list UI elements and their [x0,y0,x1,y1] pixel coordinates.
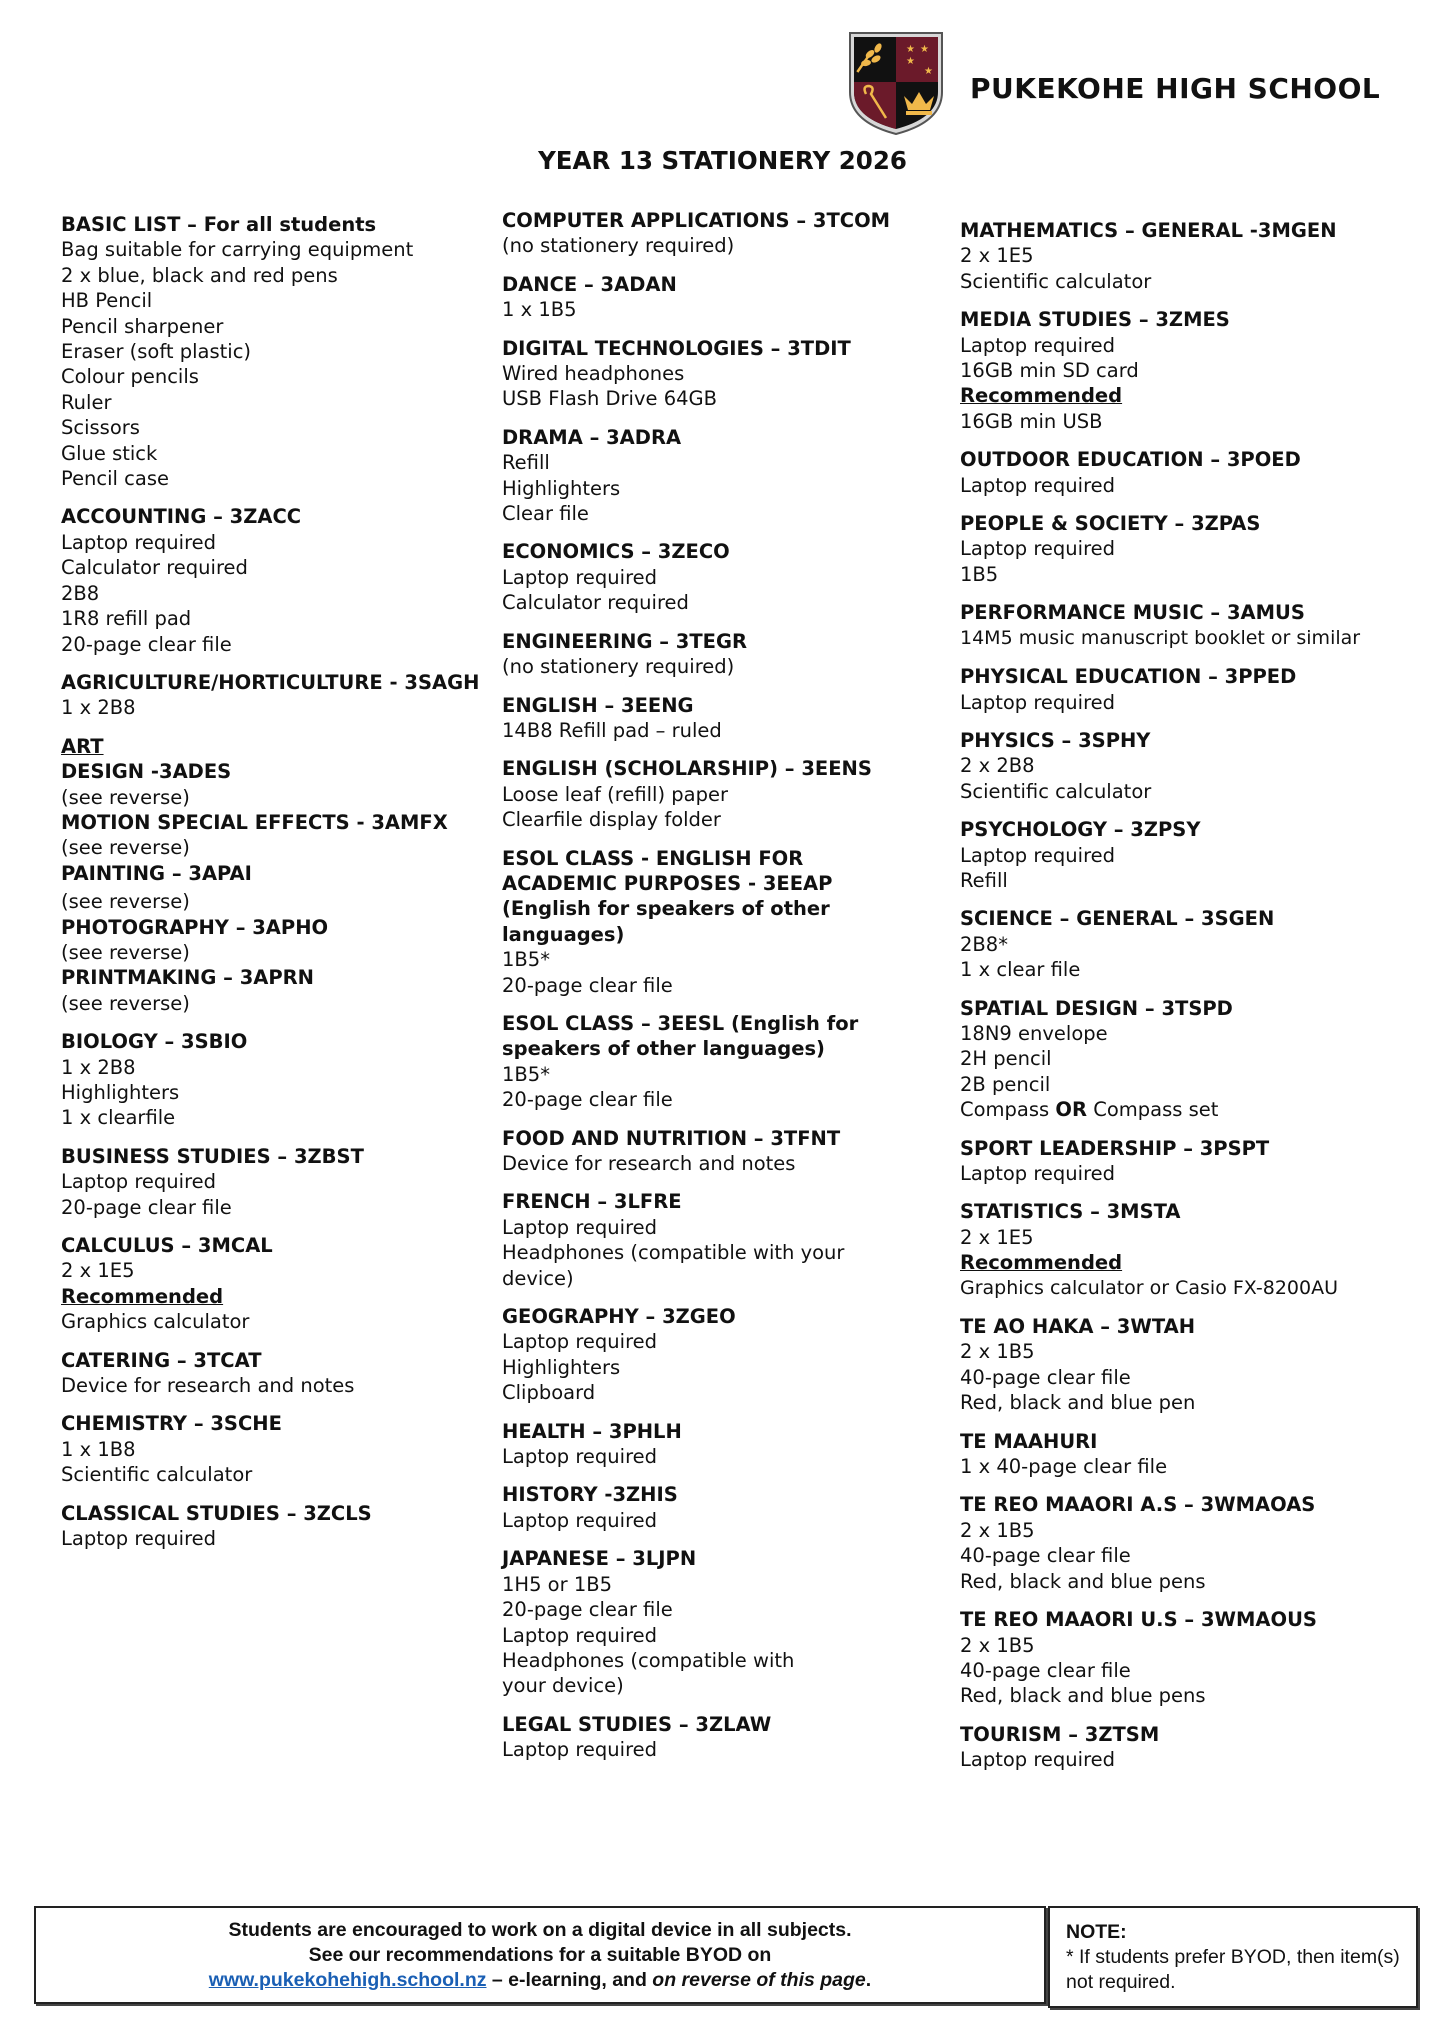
section-geography [502,1304,942,1406]
note-title: NOTE: [1066,1921,1127,1943]
list-item: 20-page clear file [502,973,673,997]
list-item: Loose leaf (refill) paper [502,782,729,806]
section-chemistry [61,1411,481,1487]
list-item: 2 x 1E5 [960,244,1034,268]
school-crest-icon [846,30,946,136]
section-drama [502,425,942,527]
section-classical-studies [61,1501,481,1552]
subject-column-3 [960,218,1430,1786]
list-item: Laptop required [960,690,1116,714]
list-item: Device for research and notes [61,1374,355,1398]
section-spatial-design [960,996,1430,1123]
list-item: 1 x 1B8 [61,1437,136,1461]
list-item: 2 x 1E5 [61,1259,135,1283]
list-item: HB Pencil [61,289,153,313]
section-title: PHOTOGRAPHY – 3APHO [61,915,329,939]
byod-line-3-italic: on reverse of this page [652,1969,866,1991]
list-item: 1 x 2B8 [61,696,136,720]
list-item: Laptop required [960,1748,1116,1772]
section-title: PRINTMAKING – 3APRN [61,966,314,990]
section-title: OUTDOOR EDUCATION – 3POED [960,448,1301,472]
section-title: STATISTICS – 3MSTA [960,1200,1181,1224]
section-title: ACCOUNTING – 3ZACC [61,505,302,529]
section-title: BASIC LIST – For all students [61,213,377,236]
section-title: ESOL CLASS - ENGLISH FOR ACADEMIC PURPOSES - 3EEAP (English for speakers of other languages) [502,846,833,946]
section-title: DRAMA – 3ADRA [502,425,682,449]
list-item: 40-page clear file [960,1658,1131,1682]
section-statistics [960,1199,1430,1301]
list-item: Refill [502,451,550,475]
svg-text:★: ★ [924,66,933,77]
section-physical-education [960,664,1430,715]
byod-line-1: Students are encouraged to work on a digital device in all subjects. [228,1919,852,1941]
list-item: Laptop required [502,1508,658,1532]
list-item: Device for research and notes [502,1152,796,1175]
section-title: COMPUTER APPLICATIONS – 3TCOM [502,209,891,232]
section-title: ART [61,734,104,758]
list-item: (no stationery required) [502,234,735,258]
list-item: 2B8 [61,581,100,605]
list-item: 16GB min USB [960,409,1103,433]
section-health [502,1419,942,1470]
note-box [1048,1906,1418,2008]
section-tourism [960,1722,1430,1773]
byod-line-3-text: – e-learning, and [486,1969,653,1991]
section-title: BUSINESS STUDIES – 3ZBST [61,1144,364,1168]
list-item: (see reverse) [61,890,190,914]
section-economics [502,539,942,615]
section-title: CHEMISTRY – 3SCHE [61,1412,282,1436]
section-title: DESIGN -3ADES [61,760,232,784]
list-item: Clipboard [502,1381,596,1405]
list-item: Scientific calculator [61,1463,253,1487]
section-title: PHYSICAL EDUCATION – 3PPED [960,665,1297,689]
svg-text:★: ★ [906,56,915,67]
section-title: CATERING – 3TCAT [61,1348,262,1372]
list-item: (see reverse) [61,836,190,860]
section-title: CLASSICAL STUDIES – 3ZCLS [61,1501,372,1525]
list-item: 1B5 [960,562,999,586]
list-item: Red, black and blue pens [960,1569,1206,1593]
subject-column-1 [61,212,481,1565]
section-title: ENGLISH – 3EENG [502,693,694,717]
section-title: LEGAL STUDIES – 3ZLAW [502,1712,772,1736]
list-item: Wired headphones [502,362,685,386]
list-item: 1 x clear file [960,958,1081,982]
list-item: Laptop required [960,843,1116,867]
svg-text:★: ★ [906,44,915,55]
list-item: Highlighters [61,1081,180,1104]
section-people-society [960,511,1430,587]
list-item: Laptop required [61,1527,217,1551]
section-title: AGRICULTURE/HORTICULTURE - 3SAGH [61,670,480,694]
list-item: 2B8* [960,932,1008,956]
list-item: Glue stick [61,441,158,465]
list-item: Laptop required [960,537,1116,561]
section-photography [61,915,481,966]
section-te-maahuri [960,1429,1430,1480]
list-item: 1R8 refill pad [61,607,192,631]
list-item: Colour pencils [61,365,199,389]
list-item: 20-page clear file [502,1598,673,1622]
list-item: Refill [960,868,1008,892]
byod-line-3 [36,1968,1044,1993]
section-title: TE AO HAKA – 3WTAH [960,1315,1196,1339]
list-item: 20-page clear file [61,1195,232,1219]
list-item: Red, black and blue pen [960,1391,1196,1415]
section-title: MOTION SPECIAL EFFECTS - 3AMFX [61,810,448,834]
section-painting [61,861,481,915]
list-item: 2B pencil [960,1072,1051,1096]
section-media-studies [960,307,1430,434]
list-item: Laptop required [960,473,1116,497]
list-item: Calculator required [502,591,689,615]
section-title: HISTORY -3ZHIS [502,1483,678,1507]
byod-info-box [34,1906,1046,2004]
section-title: FRENCH – 3LFRE [502,1190,682,1214]
list-item: 20-page clear file [61,632,232,656]
byod-line-2: See our recommendations for a suitable BYOD on [308,1944,772,1966]
section-title: TE MAAHURI [960,1429,1098,1453]
list-item: Clearfile display folder [502,808,721,832]
list-item: Ruler [61,390,112,414]
list-item: 18N9 envelope [960,1021,1108,1045]
section-accounting [61,504,481,656]
list-item: Laptop required [502,1330,658,1354]
section-catering [61,1348,481,1399]
section-agriculture [61,670,481,721]
recommended-label: Recommended [960,384,1123,408]
section-te-reo-maaori-as [960,1492,1430,1594]
list-item: Laptop required [960,333,1116,357]
subject-column-2 [502,208,942,1776]
list-item: Bag suitable for carrying equipment [61,238,414,262]
section-title: ENGINEERING – 3TEGR [502,629,747,653]
section-title: TE REO MAAORI A.S – 3WMAOAS [960,1493,1316,1517]
section-title: SCIENCE – GENERAL – 3SGEN [960,907,1275,931]
list-item: 20-page clear file [502,1088,673,1112]
section-title: ECONOMICS – 3ZECO [502,540,730,564]
list-item: 1 x 40-page clear file [960,1455,1168,1479]
section-french [502,1189,942,1291]
list-item: 1B5* [502,1062,550,1086]
section-title: ENGLISH (SCHOLARSHIP) – 3EENS [502,757,872,781]
list-item: 2 x 1B5 [960,1518,1035,1542]
list-item: Laptop required [502,1215,658,1239]
list-item: Clear file [502,502,589,526]
list-item: Scientific calculator [960,779,1152,803]
list-item [960,1097,1430,1122]
list-item: Red, black and blue pens [960,1684,1206,1708]
section-history [502,1482,942,1533]
section-dance [502,272,942,323]
section-physics [960,728,1430,804]
list-item: 1 x 2B8 [61,1055,136,1079]
section-title: PSYCHOLOGY – 3ZPSY [960,818,1201,842]
note-text: * If students prefer BYOD, then item(s) not required. [1066,1946,1400,1993]
section-performance-music [960,600,1430,651]
list-item: Laptop required [502,1738,658,1762]
section-title: ESOL CLASS – 3EESL (English for speakers of other languages) [502,1011,859,1061]
section-digital-technologies [502,336,942,412]
section-business-studies [61,1144,481,1220]
section-design [61,759,481,810]
list-item: Laptop required [502,1623,658,1647]
section-title: TE REO MAAORI U.S – 3WMAOUS [960,1608,1317,1632]
section-title: MEDIA STUDIES – 3ZMES [960,308,1230,332]
list-item: Laptop required [61,1170,217,1194]
section-title: DANCE – 3ADAN [502,272,677,296]
section-title: CALCULUS – 3MCAL [61,1234,273,1258]
list-item: 1H5 or 1B5 [502,1572,613,1596]
list-item: Laptop required [502,565,658,589]
list-item: (see reverse) [61,785,190,809]
list-item: 40-page clear file [960,1544,1131,1568]
list-item: Laptop required [502,1445,658,1469]
recommended-label: Recommended [61,1284,224,1308]
section-legal-studies [502,1712,942,1763]
section-art [61,734,481,759]
list-item: 2 x 1B5 [960,1633,1035,1657]
section-printmaking [61,965,481,1016]
section-title: PAINTING – 3APAI [61,861,252,885]
section-psychology [960,817,1430,893]
school-website-link[interactable]: www.pukekohehigh.school.nz [208,1969,487,1991]
section-title: GEOGRAPHY – 3ZGEO [502,1305,736,1329]
list-item: Graphics calculator [61,1310,250,1334]
list-item: Highlighters [502,476,621,500]
section-mathematics-general [960,218,1430,294]
list-item: 2 x blue, black and red pens [61,263,338,287]
section-te-reo-maaori-us [960,1607,1430,1709]
section-food-and-nutrition [502,1126,942,1177]
compass-set-option: Compass set [1093,1098,1219,1122]
or-label: OR [1055,1098,1087,1122]
list-item: Eraser (soft plastic) [61,340,252,364]
list-item: Headphones (compatible with your device) [502,1648,795,1698]
section-science-general [960,906,1430,982]
list-item: 2 x 1E5 [960,1225,1034,1249]
section-title: HEALTH – 3PHLH [502,1419,682,1443]
section-sport-leadership [960,1136,1430,1187]
section-title: FOOD AND NUTRITION – 3TFNT [502,1126,841,1150]
section-biology [61,1029,481,1131]
list-item: 14M5 music manuscript booklet or similar [960,626,1361,649]
section-english-scholarship [502,756,942,832]
section-title: SPATIAL DESIGN – 3TSPD [960,996,1233,1020]
list-item: 40-page clear file [960,1365,1131,1389]
section-esol-eap [502,846,942,998]
section-calculus [61,1233,481,1335]
list-item: 1B5* [502,948,550,972]
section-japanese [502,1546,942,1698]
list-item: Scissors [61,416,140,440]
svg-text:★: ★ [920,44,929,55]
list-item: 16GB min SD card [960,359,1139,383]
list-item: (see reverse) [61,940,190,964]
list-item: Pencil case [61,467,170,491]
section-computer-applications [502,208,942,259]
byod-line-3-end: . [865,1969,872,1991]
section-title: PHYSICS – 3SPHY [960,728,1151,752]
list-item: Graphics calculator or Casio FX-8200AU [960,1276,1338,1299]
section-title: PERFORMANCE MUSIC – 3AMUS [960,601,1305,625]
list-item: 1 x clearfile [61,1106,176,1130]
section-te-ao-haka [960,1314,1430,1416]
list-item: Calculator required [61,556,248,580]
section-esol-esl [502,1011,942,1113]
recommended-label: Recommended [960,1251,1123,1275]
list-item: 1 x 1B5 [502,298,577,322]
section-outdoor-education [960,447,1430,498]
list-item: 2 x 1B5 [960,1340,1035,1364]
section-title: TOURISM – 3ZTSM [960,1722,1160,1746]
list-item: 14B8 Refill pad – ruled [502,718,722,742]
list-item: Pencil sharpener [61,314,224,338]
list-item: 2H pencil [960,1047,1052,1071]
school-name: PUKEKOHE HIGH SCHOOL [970,72,1381,105]
list-item: Laptop required [61,530,217,554]
list-item: Laptop required [960,1162,1116,1185]
compass-option: Compass [960,1098,1050,1122]
list-item: USB Flash Drive 64GB [502,387,718,411]
section-basic-list [61,212,481,491]
section-engineering [502,629,942,680]
page-title: YEAR 13 STATIONERY 2026 [538,146,907,175]
section-title: SPORT LEADERSHIP – 3PSPT [960,1136,1270,1160]
section-english [502,693,942,744]
section-title: MATHEMATICS – GENERAL -3MGEN [960,219,1337,242]
section-motion-special-effects [61,810,481,861]
list-item: Highlighters [502,1355,621,1379]
page-header [846,30,1406,140]
list-item: (no stationery required) [502,655,735,679]
section-title: DIGITAL TECHNOLOGIES – 3TDIT [502,336,851,360]
list-item: (see reverse) [61,991,190,1015]
section-title: PEOPLE & SOCIETY – 3ZPAS [960,512,1261,536]
section-title: BIOLOGY – 3SBIO [61,1030,248,1054]
section-title: JAPANESE – 3LJPN [502,1547,697,1571]
list-item: 2 x 2B8 [960,754,1035,778]
list-item: Scientific calculator [960,269,1152,293]
list-item: Headphones (compatible with your device) [502,1241,845,1290]
